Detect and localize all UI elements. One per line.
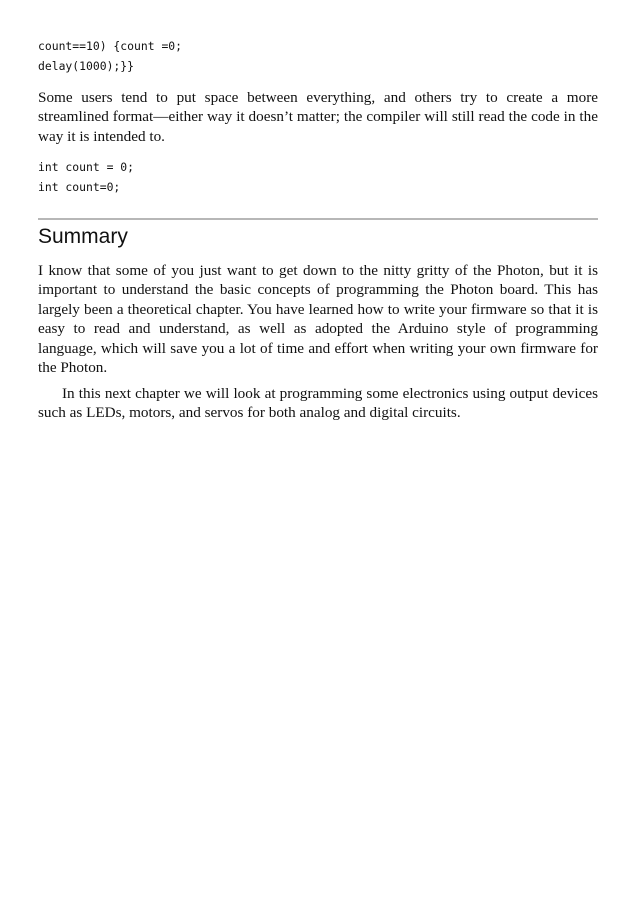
code-block-loop-end	[38, 37, 182, 76]
section-heading-summary: Summary	[38, 225, 128, 248]
paragraph-whitespace-note: Some users tend to put space between everything, and others try to create a more streamlined format—either way it doesn’t matter; the compiler will still read the code in the way it is intended to.	[38, 89, 598, 145]
code-line: int count = 0;	[38, 160, 135, 174]
code-line: count==10) {count =0;	[38, 39, 183, 53]
paragraph-summary: I know that some of you just want to get down to the nitty gritty of the Photon, but it is important to understand the basic concepts of programming the Photon board. This has largely been a theoretical chapter. You have learned how to write your firmware so that it is easy to read and understand, as well as adopted the Arduino style of programming language, which will save you a lot of time and effort when writing your own firmware for the Photon.	[38, 262, 598, 377]
code-block-declarations	[38, 158, 134, 197]
code-line: int count=0;	[38, 179, 121, 194]
section-divider	[38, 218, 598, 220]
paragraph-next-chapter: In this next chapter we will look at programming some electronics using output devices such as LEDs, motors, and servos for both analog and digital circuits.	[38, 385, 598, 422]
code-line: delay(1000);}}	[38, 58, 135, 73]
